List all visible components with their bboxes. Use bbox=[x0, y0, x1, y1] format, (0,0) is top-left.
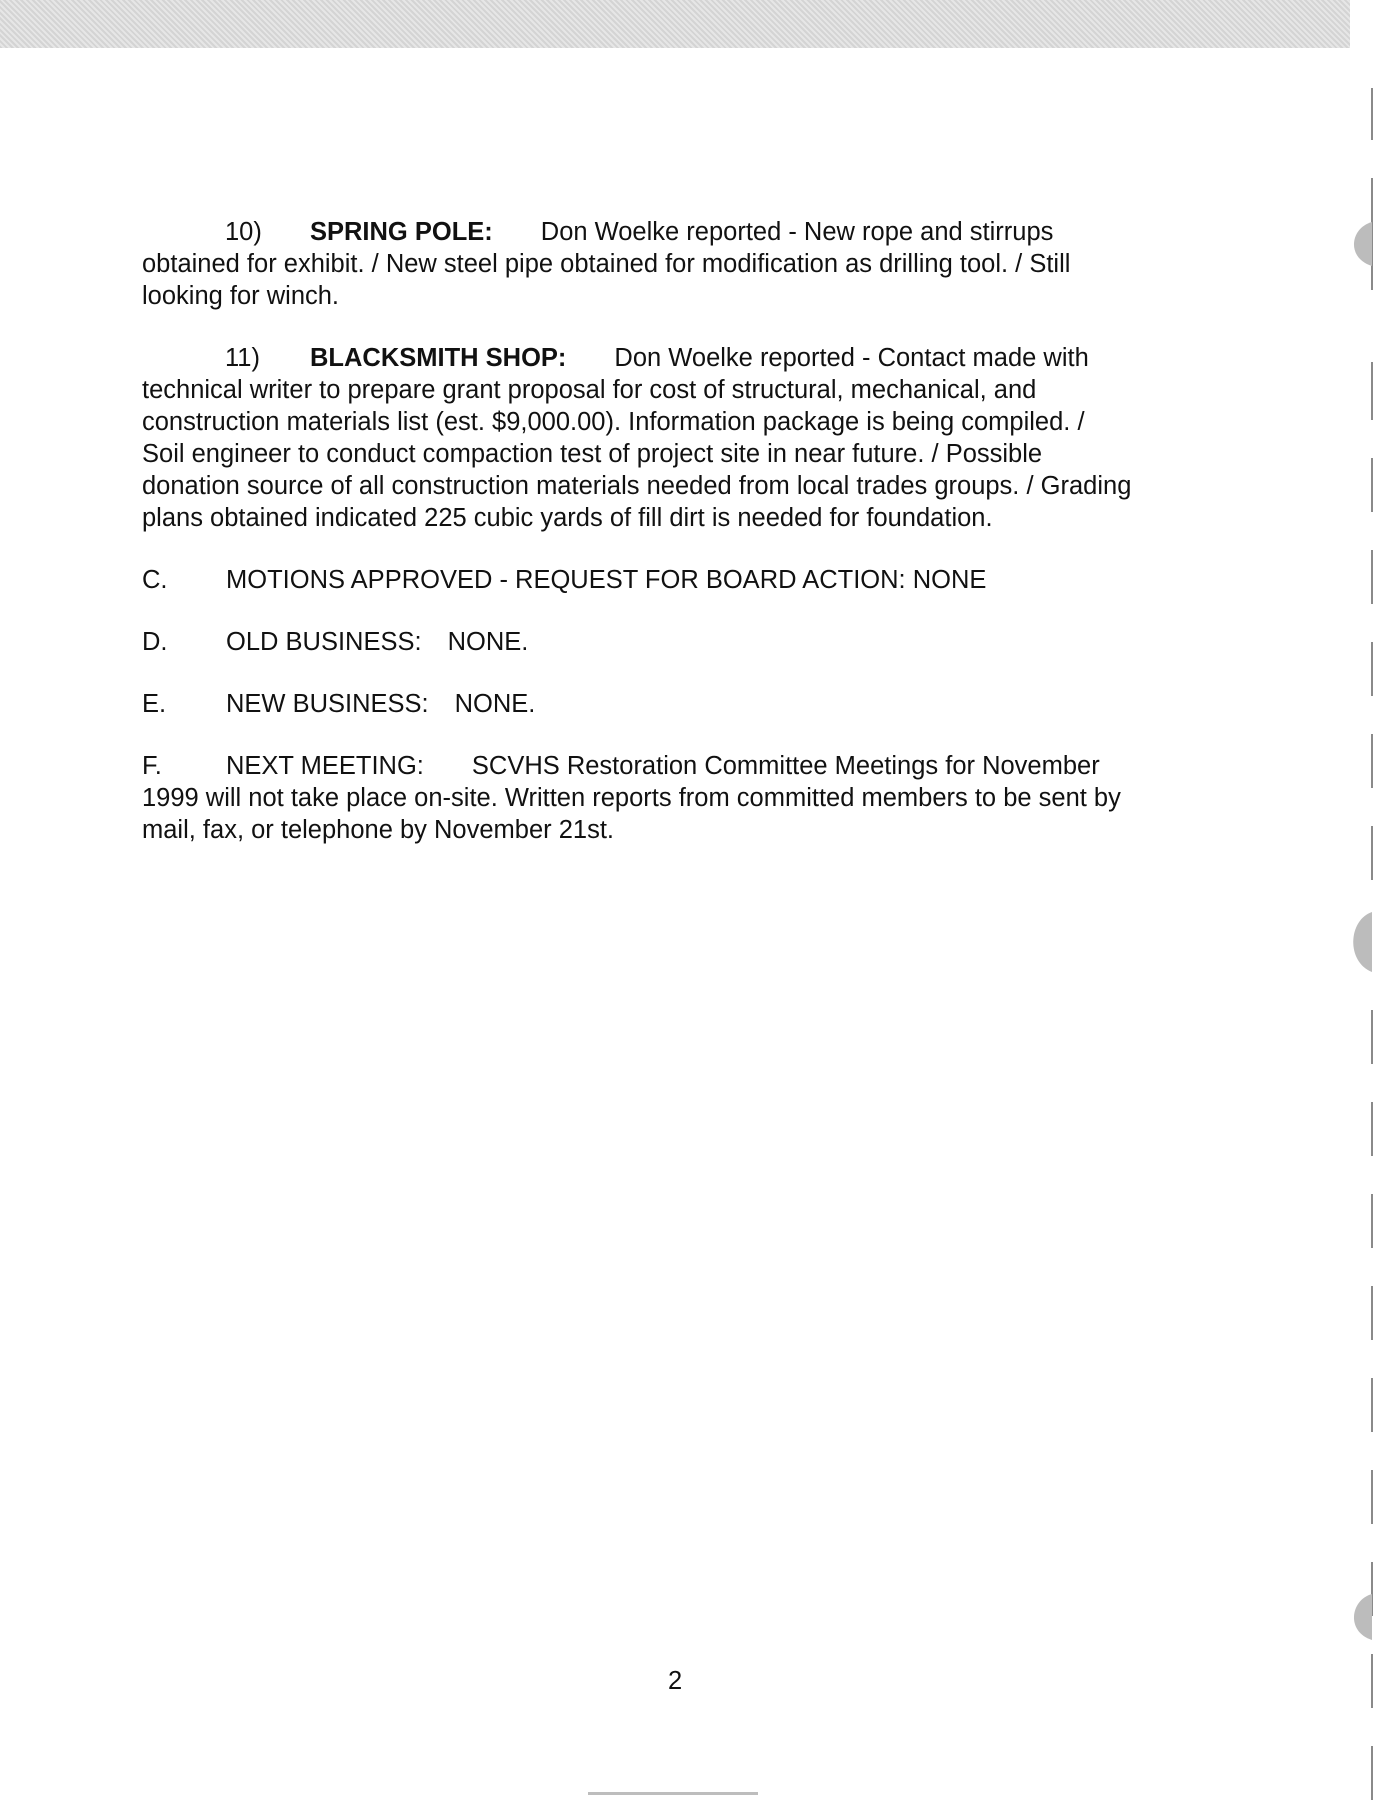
section-text-line: mail, fax, or telephone by November 21st. bbox=[142, 816, 614, 844]
section-old-business bbox=[142, 626, 1222, 658]
item-text-line: plans obtained indicated 225 cubic yards of fill dirt is needed for foundation. bbox=[142, 504, 993, 532]
section-label: OLD BUSINESS: bbox=[226, 628, 422, 656]
binder-ring-hole bbox=[1353, 912, 1372, 972]
binder-ring-hole bbox=[1354, 222, 1372, 266]
section-value: NONE. bbox=[447, 628, 529, 656]
section-text-line: 1999 will not take place on-site. Written reports from committed members to be sent by bbox=[142, 784, 1121, 812]
item-text-line: looking for winch. bbox=[142, 282, 340, 310]
page-number: 2 bbox=[668, 1667, 683, 1695]
item-number: 10) bbox=[225, 218, 262, 246]
section-label: MOTIONS APPROVED - REQUEST FOR BOARD ACTION: bbox=[226, 566, 906, 594]
section-next-meeting bbox=[142, 750, 1222, 846]
item-text-line: construction materials list (est. $9,000.00). Information package is being compiled. / bbox=[142, 408, 1085, 436]
item-text-line: donation source of all construction materials needed from local trades groups. / Grading bbox=[142, 472, 1132, 500]
section-label: NEW BUSINESS: bbox=[226, 690, 429, 718]
section-text-line: SCVHS Restoration Committee Meetings for November bbox=[471, 752, 1100, 780]
item-text-line: technical writer to prepare grant proposal for cost of structural, mechanical, and bbox=[142, 376, 1037, 404]
section-label: NEXT MEETING: bbox=[226, 752, 424, 780]
section-letter: C. bbox=[142, 566, 168, 594]
binder-edge-marks bbox=[1310, 0, 1390, 1800]
section-value: NONE bbox=[912, 566, 987, 594]
document-body bbox=[142, 216, 1222, 876]
scan-bottom-edge bbox=[588, 1792, 758, 1795]
item-heading: BLACKSMITH SHOP: bbox=[310, 344, 567, 372]
item-text-line: Soil engineer to conduct compaction test of project site in near future. / Possible bbox=[142, 440, 1043, 468]
section-letter: F. bbox=[142, 752, 162, 780]
section-letter: E. bbox=[142, 690, 167, 718]
section-new-business bbox=[142, 688, 1222, 720]
item-heading: SPRING POLE: bbox=[310, 218, 493, 246]
item-spring-pole bbox=[142, 216, 1222, 312]
item-text-line: Don Woelke reported - Contact made with bbox=[614, 344, 1089, 372]
section-letter: D. bbox=[142, 628, 168, 656]
item-blacksmith-shop bbox=[142, 342, 1222, 534]
item-text-line: Don Woelke reported - New rope and stirrups bbox=[540, 218, 1054, 246]
section-value: NONE. bbox=[454, 690, 536, 718]
scan-top-band bbox=[0, 0, 1350, 48]
binder-ring-hole bbox=[1354, 1594, 1372, 1640]
section-motions-approved bbox=[142, 564, 1222, 596]
item-number: 11) bbox=[225, 344, 260, 372]
item-text-line: obtained for exhibit. / New steel pipe obtained for modification as drilling tool. / Still bbox=[142, 250, 1071, 278]
